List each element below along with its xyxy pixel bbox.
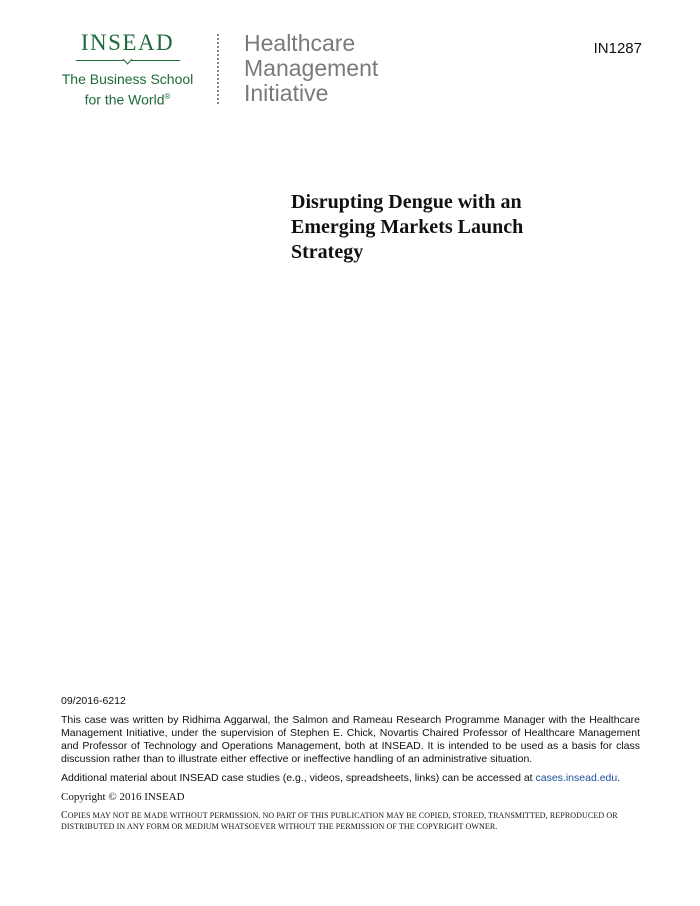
- case-footer: [61, 695, 640, 832]
- initiative-line3: Initiative: [244, 80, 329, 106]
- logo-rule: [76, 57, 180, 65]
- registered-mark: ®: [164, 92, 171, 101]
- copyright: Copyright © 2016 INSEAD: [61, 791, 185, 803]
- case-title: [291, 190, 621, 265]
- logo-tagline-line2-wrap: [60, 88, 195, 109]
- additional-material: [61, 772, 640, 785]
- initiative-line2: Management: [244, 55, 379, 81]
- title-line3: Strategy: [291, 241, 364, 263]
- header-divider: [217, 34, 219, 104]
- insead-wordmark: INSEAD: [80, 30, 175, 55]
- insead-logo: [60, 30, 195, 109]
- title-line2: Emerging Markets Launch: [291, 216, 524, 238]
- copy-notice-first: C: [61, 810, 68, 821]
- copy-notice: [61, 810, 640, 832]
- case-reference: 09/2016-6212: [61, 695, 126, 707]
- cases-link[interactable]: cases.insead.edu: [535, 772, 618, 784]
- additional-material-end: .: [617, 772, 621, 784]
- initiative-name: [244, 31, 378, 106]
- logo-tagline-line1: The Business School: [61, 71, 194, 87]
- authorship-note: This case was written by Ridhima Aggarwal, the Salmon and Rameau Research Programme Manager with the Healthcare Management Initiative, under the supervision of Stephen E. Chick, Novartis Chaired Professor of Healthcare Management and Professor of Technology and Operations Management, both at INSEAD. It is intended to be used as a basis for class discussion rather than to illustrate either effective or ineffective handling of an administrative situation.: [61, 714, 640, 765]
- logo-tagline-line2: for the World: [84, 91, 165, 108]
- copy-notice-rest: OPIES MAY NOT BE MADE WITHOUT PERMISSION. NO PART OF THIS PUBLICATION MAY BE COPIED, STORED, TRANSMITTED, REPRODUCED OR DISTRIBUTED IN ANY FORM OR MEDIUM WHATSOEVER WITHOUT THE PERMISSION OF THE COPYRIGHT OWNER.: [61, 811, 618, 831]
- title-line1: Disrupting Dengue with an: [291, 191, 522, 213]
- additional-material-text: Additional material about INSEAD case studies (e.g., videos, spreadsheets, links) can be accessed at: [61, 772, 536, 784]
- initiative-line1: Healthcare: [244, 30, 356, 56]
- case-code: IN1287: [593, 40, 642, 57]
- logo-tagline: [60, 71, 195, 109]
